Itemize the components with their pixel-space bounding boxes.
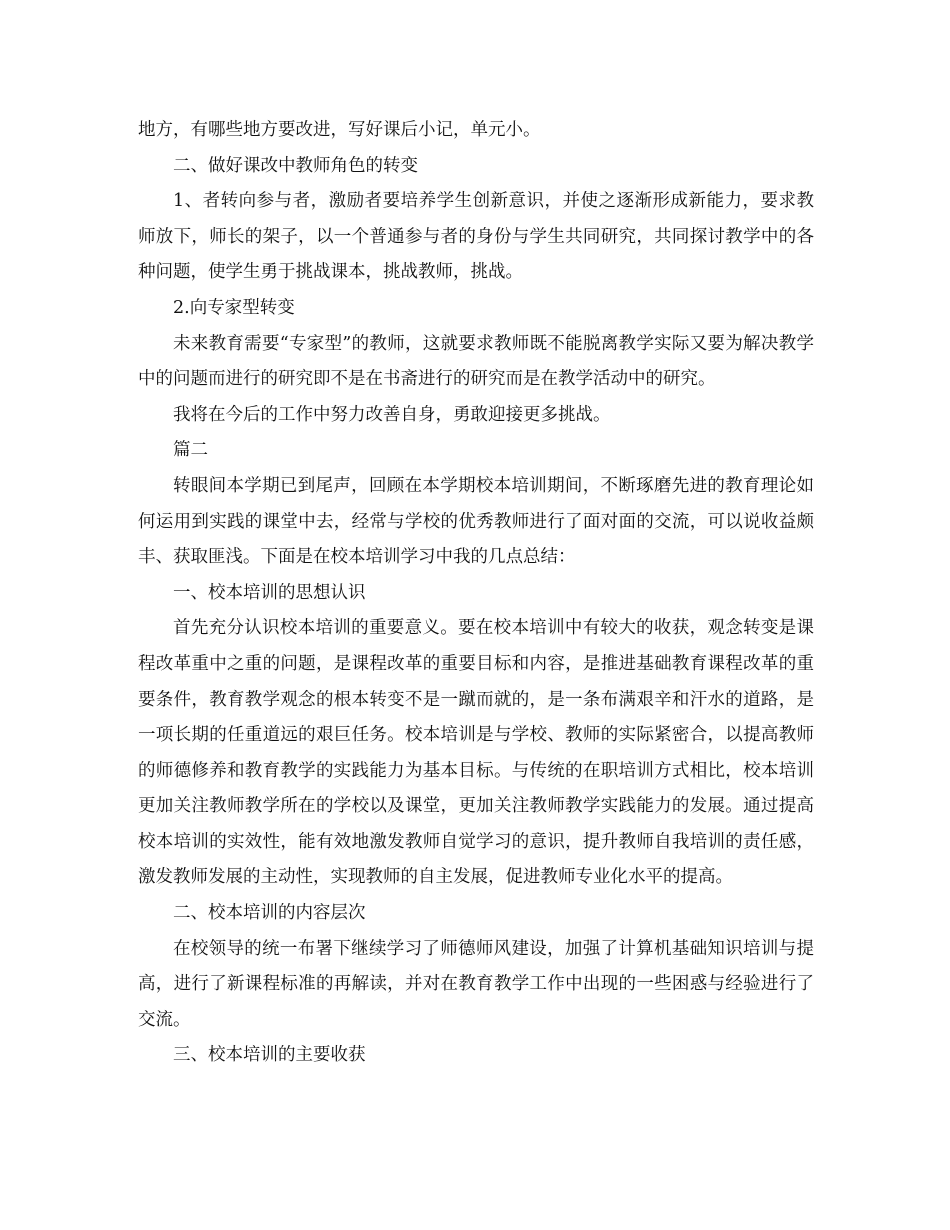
section-heading: 二、校本培训的内容层次 — [173, 903, 366, 924]
paragraph: 我将在今后的工作中努力改善自身，勇敢迎接更多挑战。 — [173, 404, 611, 425]
section-heading: 三、校本培训的主要收获 — [173, 1045, 366, 1066]
paragraph: 在校领导的统一布署下继续学习了师德师风建设，加强了计算机基础知识培训与提高，进行了新课程标准的再解读，并对在教育教学工作中出现的一些困惑与经验进行了交流。 — [138, 938, 814, 1030]
section-heading: 二、做好课改中教师角色的转变 — [173, 155, 418, 176]
part-heading: 篇二 — [173, 440, 208, 461]
paragraph: 1、者转向参与者，激励者要培养学生创新意识，并使之逐渐形成新能力，要求教师放下，师长的架子，以一个普通参与者的身份与学生共同研究，共同探讨教学中的各种问题，使学生勇于挑战课本，挑战教师，挑战。 — [138, 191, 814, 283]
section-heading: 一、校本培训的思想认识 — [173, 582, 366, 603]
paragraph: 转眼间本学期已到尾声，回顾在本学期校本培训期间，不断琢磨先进的教育理论如何运用到实践的课堂中去，经常与学校的优秀教师进行了面对面的交流，可以说收益颇丰、获取匪浅。下面是在校本培训学习中我的几点总结： — [138, 475, 814, 568]
paragraph: 首先充分认识校本培训的重要意义。要在校本培训中有较大的收获，观念转变是课程改革重中之重的问题，是课程改革的重要目标和内容，是推进基础教育课程改革的重要条件，教育教学观念的根本转变不是一蹴而就的，是一条布满艰辛和汗水的道路，是一项长期的任重道远的艰巨任务。校本培训是与学校、教师的实际紧密合，以提高教师的师德修养和教育教学的实践能力为基本目标。与传统的在职培训方式相比，校本培训更加关注教师教学所在的学校以及课堂，更加关注教师教学实践能力的发展。通过提高校本培训的实效性，能有效地激发教师自觉学习的意识，提升教师自我培训的责任感，激发教师发展的主动性，实现教师的自主发展，促进教师专业化水平的提高。 — [138, 618, 814, 888]
paragraph-continuation: 地方，有哪些地方要改进，写好课后小记，单元小。 — [138, 120, 541, 140]
document-body — [138, 113, 814, 1074]
section-heading: 2.向专家型转变 — [173, 297, 295, 318]
paragraph: 未来教育需要“专家型”的教师，这就要求教师既不能脱离教学实际又要为解决教学中的问题而进行的研究即不是在书斋进行的研究而是在教学活动中的研究。 — [138, 333, 814, 390]
